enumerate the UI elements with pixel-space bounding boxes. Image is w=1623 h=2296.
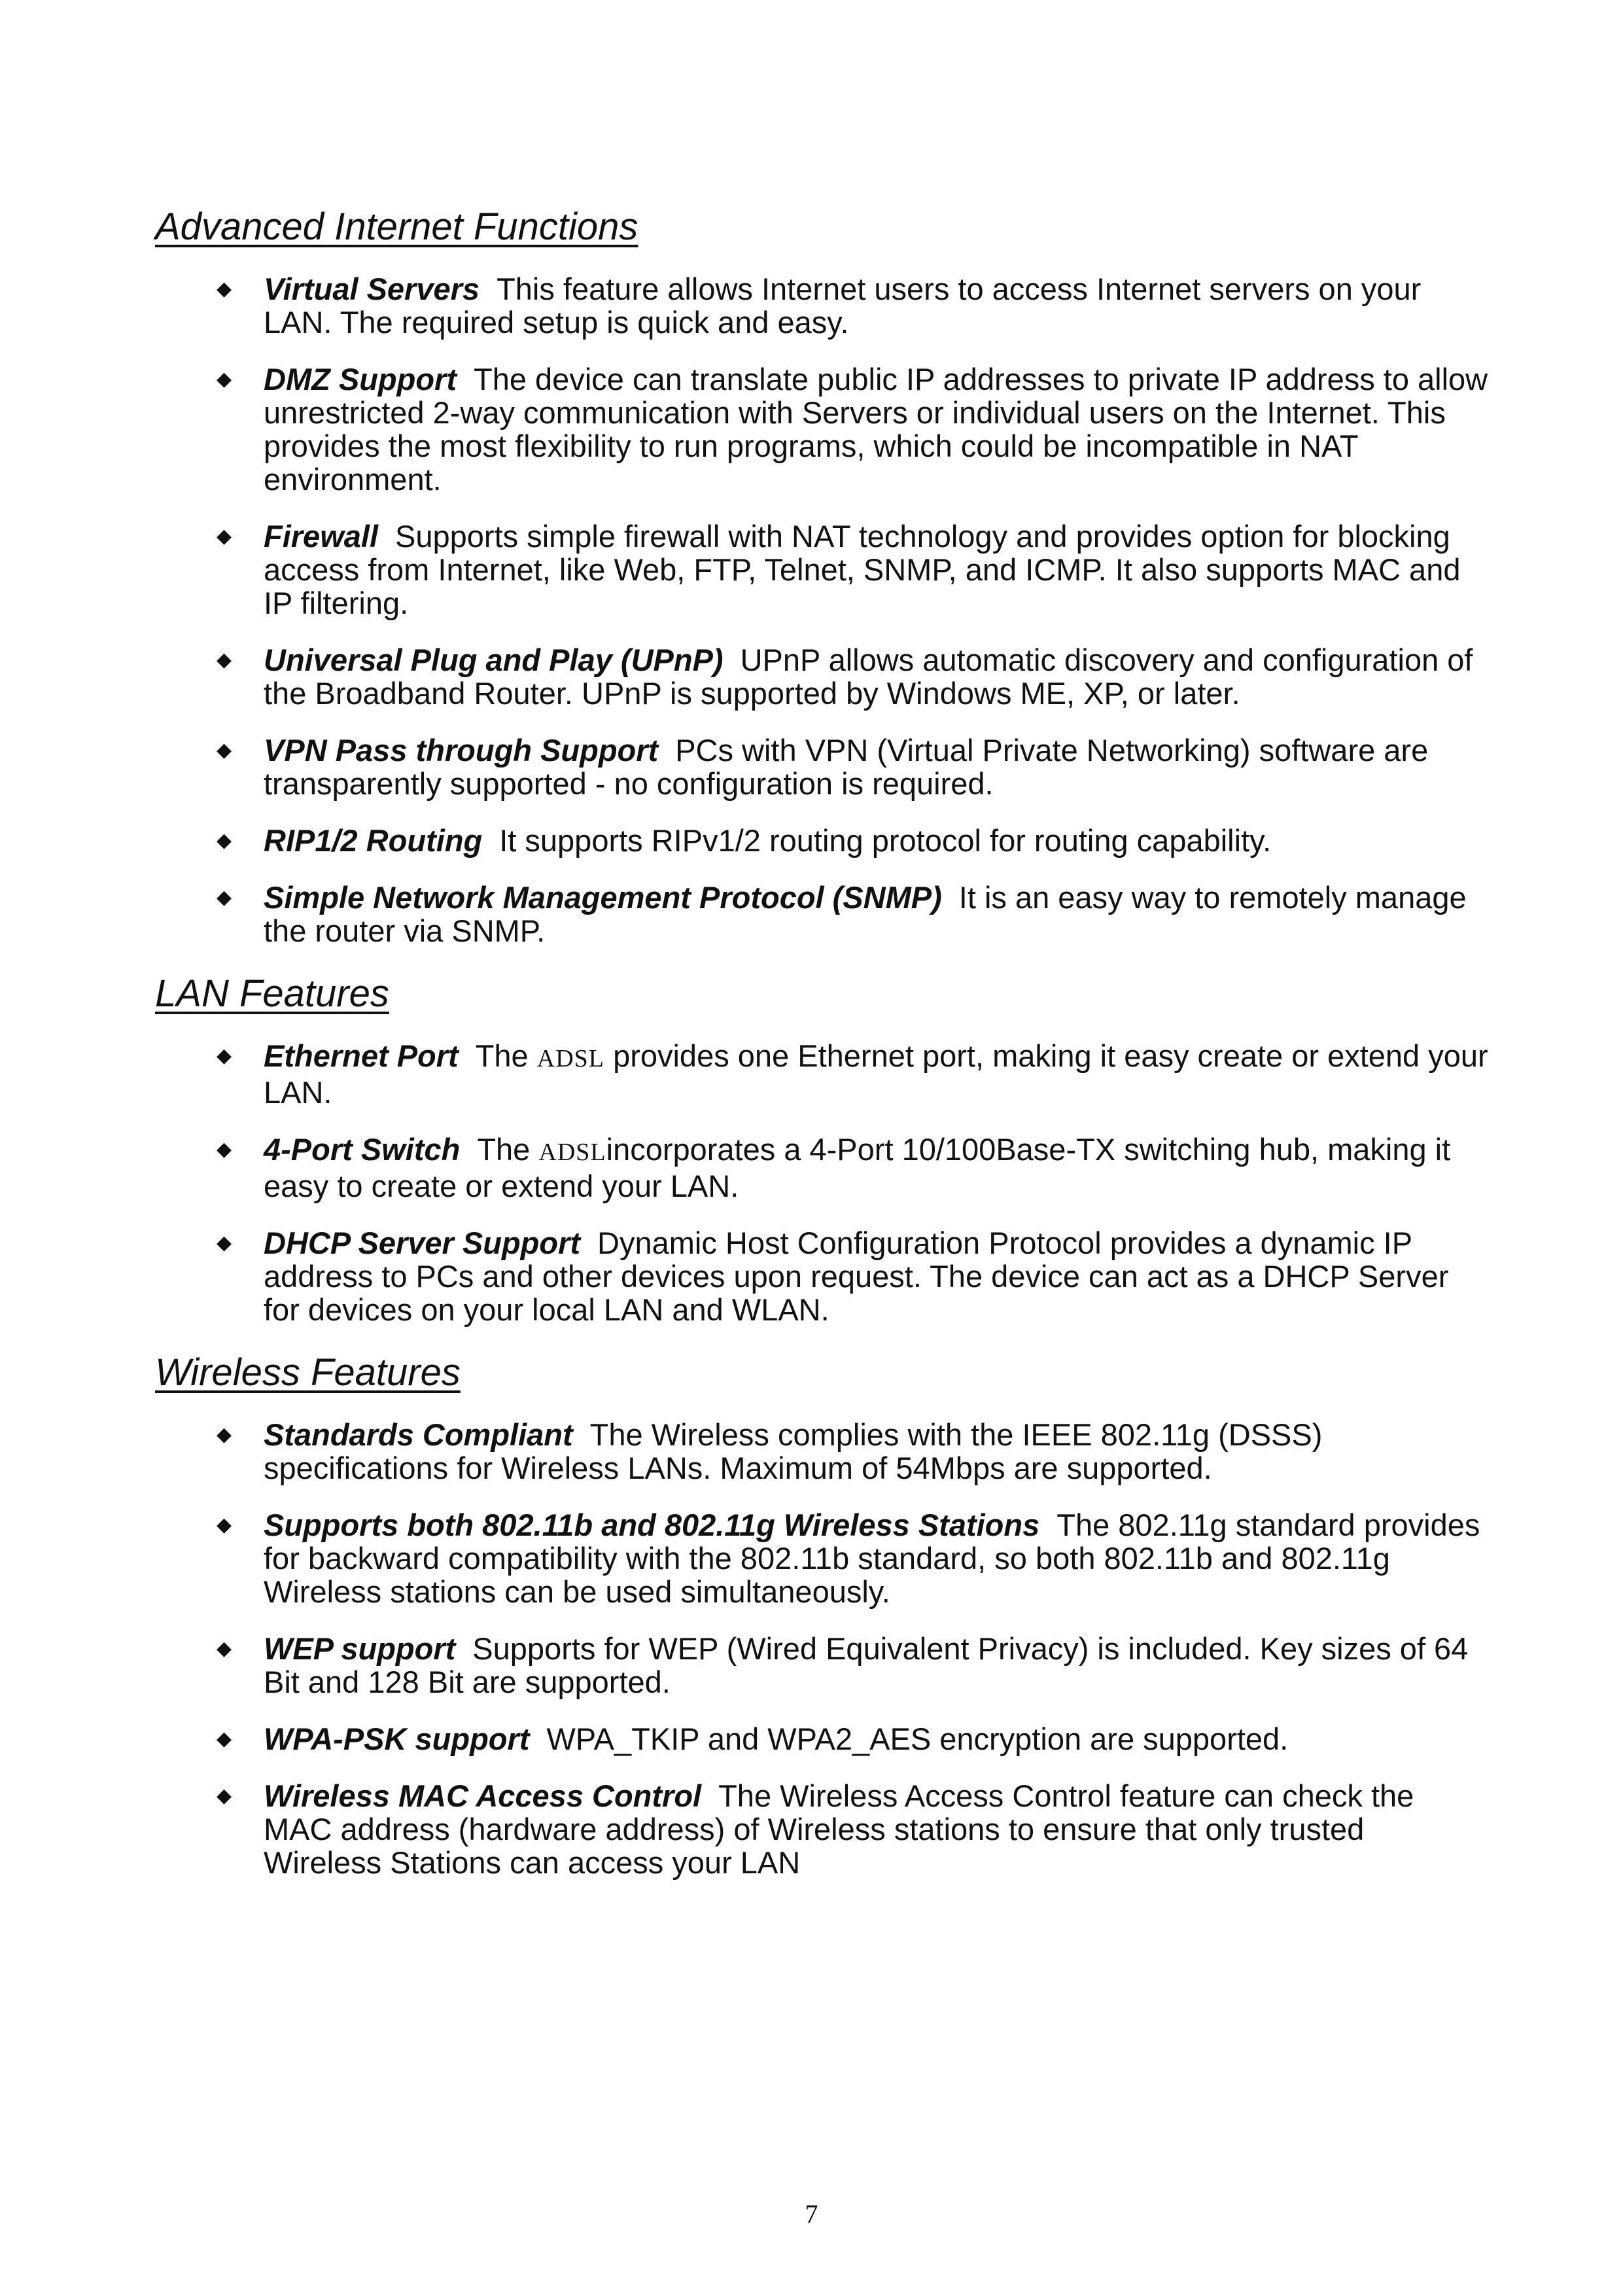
page-number: 7 [805, 2199, 818, 2229]
list-item [217, 1508, 1490, 1609]
feature-description: The device can translate public IP addresses to private IP address to allow unrestricted 2-way communication with Servers or individual users on the Internet. This provides the most flexibility to run programs, which could be incompatible in NAT environment. [264, 362, 1488, 497]
list-item [217, 272, 1490, 340]
bullet-icon: ◆ [217, 1514, 232, 1536]
list-item [217, 823, 1490, 858]
brand-name: ADSL [536, 1045, 604, 1072]
feature-description: provides one Ethernet port, making it easy create or extend your LAN. [264, 1038, 1488, 1110]
bullet-icon: ◆ [217, 887, 232, 908]
feature-term: 4-Port Switch [264, 1132, 461, 1167]
feature-description: WPA_TKIP and WPA2_AES encryption are supported. [546, 1722, 1289, 1756]
list-item [217, 1778, 1490, 1880]
bullet-icon: ◆ [217, 1139, 232, 1160]
feature-description: UPnP allows automatic discovery and configuration of the Broadband Router. UPnP is supported by Windows ME, XP, or later. [264, 643, 1473, 711]
bullet-icon: ◆ [217, 1638, 232, 1659]
feature-term: Firewall [264, 519, 379, 554]
feature-term: VPN Pass through Support [264, 733, 659, 768]
list-item [217, 1722, 1490, 1756]
feature-pre: The [477, 1132, 531, 1167]
section-title-wireless-features: Wireless Features [155, 1351, 461, 1394]
feature-description: incorporates a 4-Port 10/100Base-TX switching hub, making it easy to create or extend your LAN. [264, 1132, 1451, 1203]
bullet-icon: ◆ [217, 1728, 232, 1750]
list-item [217, 1417, 1490, 1485]
feature-term: DHCP Server Support [264, 1226, 581, 1260]
bullet-icon: ◆ [217, 739, 232, 761]
feature-term: Wireless MAC Access Control [264, 1778, 702, 1813]
feature-description: PCs with VPN (Virtual Private Networking) software are transparently supported - no configuration is required. [264, 733, 1429, 801]
feature-pre: The [475, 1038, 529, 1073]
feature-description: Dynamic Host Configuration Protocol provides a dynamic IP address to PCs and other devices upon request. The device can act as a DHCP Server for devices on your local LAN and WLAN. [264, 1226, 1449, 1327]
feature-term: WEP support [264, 1631, 456, 1666]
feature-description: It is an easy way to remotely manage the router via SNMP. [264, 880, 1467, 948]
feature-description: Supports simple firewall with NAT technology and provides option for blocking access from Internet, like Web, FTP, Telnet, SNMP, and ICMP. It also supports MAC and IP filtering. [264, 519, 1461, 620]
list-item [217, 643, 1490, 711]
feature-term: Universal Plug and Play (UPnP) [264, 643, 724, 677]
bullet-icon: ◆ [217, 1424, 232, 1445]
list-item [217, 733, 1490, 801]
feature-description: It supports RIPv1/2 routing protocol for routing capability. [499, 823, 1272, 858]
feature-description: The 802.11g standard provides for backward compatibility with the 802.11b standard, so both 802.11b and 802.11g Wireless stations can be used simultaneously. [264, 1508, 1480, 1609]
list-item [217, 1132, 1490, 1203]
list-item [217, 1226, 1490, 1327]
advanced-internet-list [155, 272, 1490, 947]
list-item [217, 362, 1490, 497]
bullet-icon: ◆ [217, 525, 232, 547]
bullet-icon: ◆ [217, 830, 232, 851]
feature-term: Standards Compliant [264, 1417, 573, 1452]
feature-description: This feature allows Internet users to access Internet servers on your LAN. The required setup is quick and easy. [264, 272, 1422, 340]
feature-description: Supports for WEP (Wired Equivalent Privacy) is included. Key sizes of 64 Bit and 128 Bit are supported. [264, 1631, 1469, 1699]
section-title-advanced-internet: Advanced Internet Functions [155, 205, 638, 248]
page-content [155, 204, 1490, 1903]
bullet-icon: ◆ [217, 368, 232, 390]
feature-term: Simple Network Management Protocol (SNMP) [264, 880, 942, 915]
list-item [217, 1038, 1490, 1110]
feature-term: DMZ Support [264, 362, 457, 397]
feature-description: The Wireless complies with the IEEE 802.11g (DSSS) specifications for Wireless LANs. Maximum of 54Mbps are supported. [264, 1417, 1323, 1485]
bullet-icon: ◆ [217, 1232, 232, 1254]
feature-description: The Wireless Access Control feature can check the MAC address (hardware address) of Wireless stations to ensure that only trusted Wireless Stations can access your LAN [264, 1778, 1414, 1880]
feature-term: RIP1/2 Routing [264, 823, 483, 858]
list-item [217, 1631, 1490, 1699]
feature-term: Virtual Servers [264, 272, 480, 306]
feature-term: Ethernet Port [264, 1038, 459, 1073]
section-title-lan-features: LAN Features [155, 972, 389, 1015]
bullet-icon: ◆ [217, 649, 232, 671]
list-item [217, 880, 1490, 948]
lan-features-list [155, 1039, 1490, 1326]
bullet-icon: ◆ [217, 1045, 232, 1067]
list-item [217, 519, 1490, 620]
bullet-icon: ◆ [217, 278, 232, 300]
feature-term: Supports both 802.11b and 802.11g Wireless Stations [264, 1508, 1040, 1542]
brand-name: ADSL [538, 1139, 606, 1166]
wireless-features-list [155, 1418, 1490, 1879]
feature-term: WPA-PSK support [264, 1722, 530, 1756]
bullet-icon: ◆ [217, 1785, 232, 1807]
